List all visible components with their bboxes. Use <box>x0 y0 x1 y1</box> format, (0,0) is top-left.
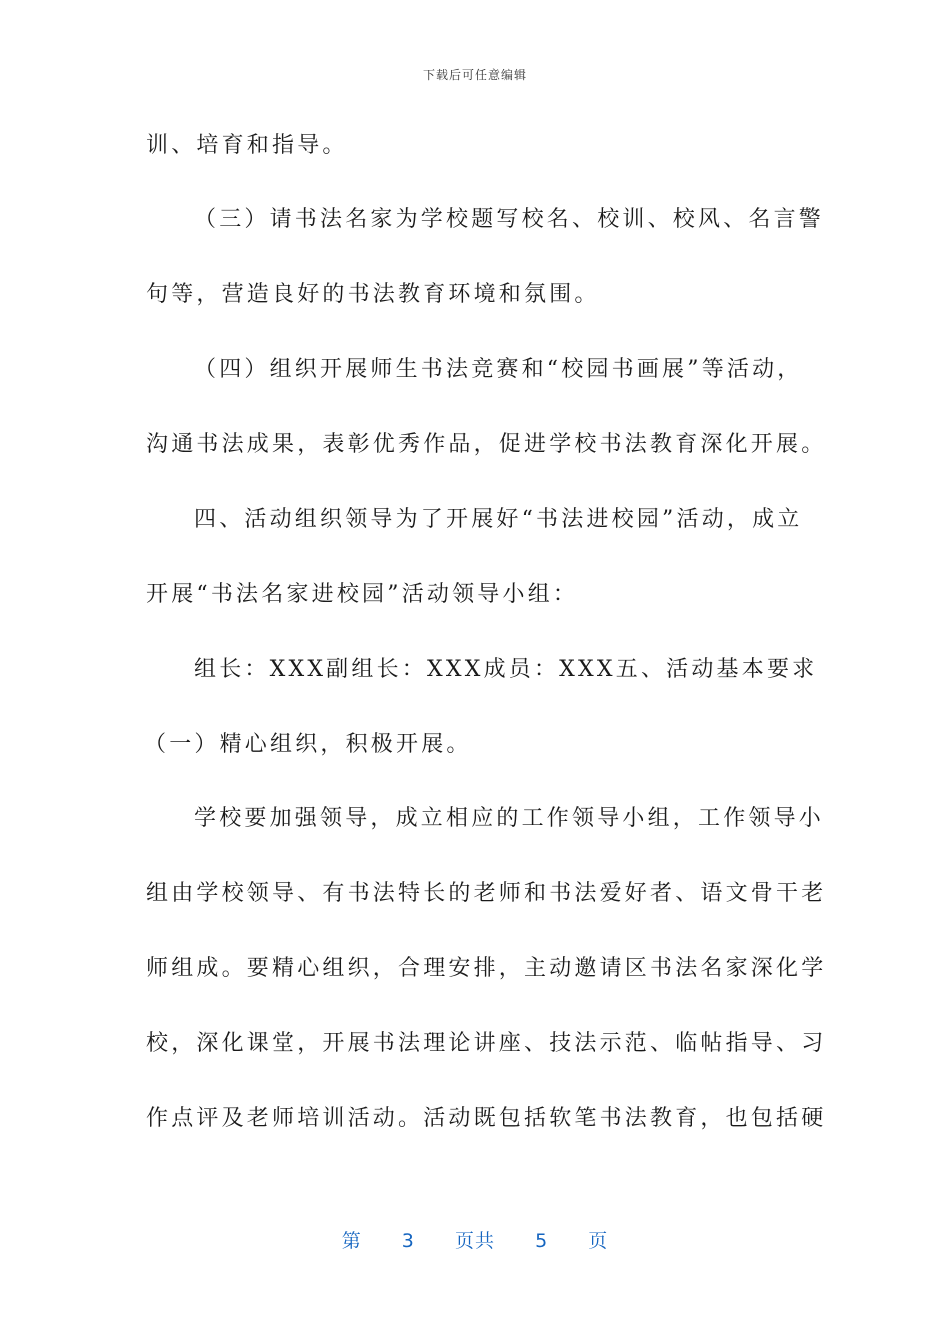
body-line: 沟通书法成果，表彰优秀作品，促进学校书法教育深化开展。 <box>146 432 827 457</box>
body-line: （一）精心组织，积极开展。 <box>144 732 472 757</box>
body-line: 组由学校领导、有书法特长的老师和书法爱好者、语文骨干老 <box>146 881 827 906</box>
current-page-number: 3 <box>401 1230 415 1252</box>
body-line: 作点评及老师培训活动。活动既包括软笔书法教育，也包括硬 <box>146 1106 827 1131</box>
page-header: 下载后可任意编辑 <box>422 68 527 82</box>
total-pages-number: 5 <box>535 1230 549 1252</box>
body-line: 学校要加强领导，成立相应的工作领导小组，工作领导小 <box>194 806 825 831</box>
footer-suffix: 页 <box>588 1230 609 1252</box>
body-line: 句等，营造良好的书法教育环境和氛围。 <box>146 282 600 307</box>
body-line: （四）组织开展师生书法竞赛和“校园书画展”等活动， <box>194 357 803 382</box>
body-line: 校，深化课堂，开展书法理论讲座、技法示范、临帖指导、习 <box>146 1031 827 1056</box>
page-footer <box>0 1226 950 1253</box>
body-line: 师组成。要精心组织，合理安排，主动邀请区书法名家深化学 <box>146 956 827 981</box>
body-line: 开展“书法名家进校园”活动领导小组： <box>146 582 579 607</box>
body-line: 训、培育和指导。 <box>146 133 348 158</box>
body-line: 组长：XXX副组长：XXX成员：XXX五、活动基本要求 <box>194 657 818 682</box>
footer-middle: 页共 <box>454 1230 495 1252</box>
body-line: 四、活动组织领导为了开展好“书法进校园”活动，成立 <box>194 507 803 532</box>
body-line: （三）请书法名家为学校题写校名、校训、校风、名言警 <box>194 207 825 232</box>
footer-prefix: 第 <box>341 1230 362 1252</box>
